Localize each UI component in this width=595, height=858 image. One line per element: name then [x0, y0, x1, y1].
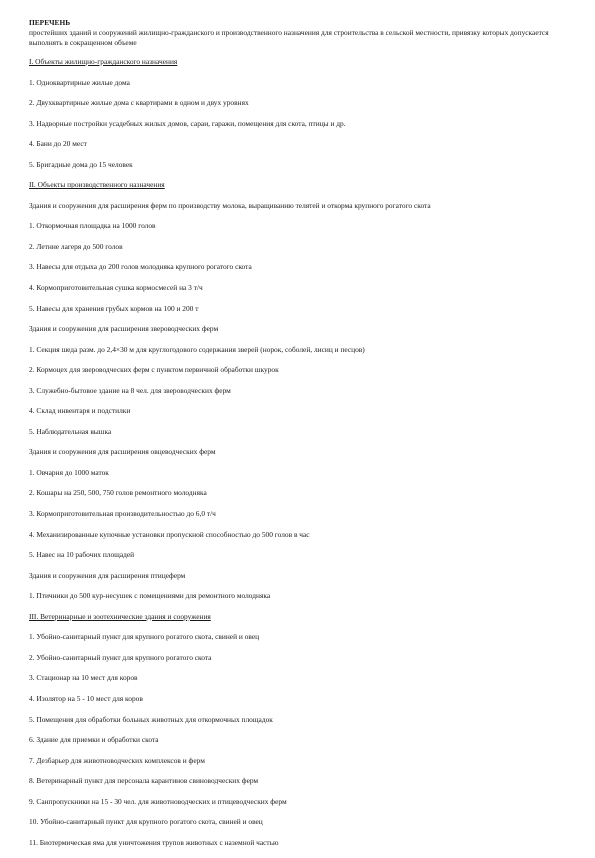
section-heading: I. Объекты жилищно-гражданского назначения: [29, 57, 178, 66]
list-item: Здания и сооружения для расширения ферм по производству молока, выращиванию телятей и откорма крупного рогатого скота: [29, 200, 431, 210]
list-item: 4. Кормоприготовительная сушка кормосмесей на 3 т/ч: [29, 283, 203, 293]
list-item: 2. Кошары на 250, 500, 750 голов ремонтного молодняка: [29, 488, 207, 498]
document-body: [29, 57, 569, 848]
section-heading: III. Ветеринарные и зоотехнические здания и сооружения: [29, 611, 211, 621]
list-item: Здания и сооружения для расширения овцеводческих ферм: [29, 447, 216, 457]
list-item: 1. Откормочная площадка на 1000 голов: [29, 221, 156, 231]
list-item: 8. Ветеринарный пункт для персонала карантинов свиноводческих ферм: [29, 776, 259, 786]
list-item: 5. Навесы для хранения грубых кормов на 100 и 200 т: [29, 303, 199, 313]
list-item: 2. Летние лагеря до 500 голов: [29, 241, 123, 251]
list-item: 5. Наблюдательная вышка: [29, 426, 112, 436]
list-item: 1. Овчарня до 1000 маток: [29, 467, 109, 477]
list-item: 1. Птичники до 500 кур-несушек с помещениями для ремонтного молодняка: [29, 591, 271, 601]
list-item: 5. Помещения для обработки больных животных для откормочных площадок: [29, 714, 273, 724]
list-item: 5. Навес на 10 рабочих площадей: [29, 550, 135, 560]
section-heading: II. Объекты производственного назначения: [29, 180, 165, 190]
document-subtitle: простейших зданий и сооружений жилищно-гражданского и производственного назначения для строительства в сельской местности, привязку которых допускается выполнять в сокращенном объеме: [29, 28, 549, 47]
list-item: 4. Механизированные купочные установки пропускной способностью до 500 голов в час: [29, 529, 310, 539]
list-item: 3. Стационар на 10 мест для коров: [29, 673, 138, 683]
list-item: 2. Кормоцех для звероводческих ферм с пунктом первичной обработки шкурок: [29, 365, 279, 375]
list-item: 7. Дезбарьер для животноводческих комплексов и ферм: [29, 755, 205, 765]
list-item: 2. Убойно-санитарный пункт для крупного рогатого скота: [29, 652, 212, 662]
list-item: 1. Секция шеда разм. до 2,4×30 м для круглогодового содержания зверей (норок, соболей, лисиц и песцов): [29, 344, 365, 354]
list-item: 3. Надворные постройки усадебных жилых домов, сараи, гаражи, помещения для скота, птицы и др.: [29, 118, 346, 128]
list-item: 6. Здание для приемки и обработки скота: [29, 735, 159, 745]
list-item: 5. Бригадные дома до 15 человек: [29, 159, 133, 169]
list-item: 3. Навесы для отдыха до 200 голов молодняка крупного рогатого скота: [29, 262, 252, 272]
list-item: 4. Склад инвентаря и подстилки: [29, 406, 131, 416]
list-item: 10. Убойно-санитарный пункт для крупного рогатого скота, свиней и овец: [29, 817, 263, 827]
list-item: 1. Убойно-санитарный пункт для крупного рогатого скота, свиней и овец: [29, 632, 260, 642]
list-item: 3. Кормоприготовительная производительностью до 6,0 т/ч: [29, 509, 216, 519]
document-page: [29, 18, 569, 858]
list-item: 3. Служебно-бытовое здание на 8 чел. для звероводческих ферм: [29, 385, 231, 395]
list-item: Здания и сооружения для расширения птицеферм: [29, 570, 186, 580]
list-item: 2. Двухквартирные жилые дома с квартирами в одном и двух уровнях: [29, 98, 249, 108]
list-item: 4. Изолятор на 5 - 10 мест для коров: [29, 693, 143, 703]
list-item: 9. Санпропускники на 15 - 30 чел. для животноводческих и птицеводческих ферм: [29, 796, 287, 806]
document-title: ПЕРЕЧЕНЬ: [29, 18, 71, 27]
list-item: 1. Одноквартирные жилые дома: [29, 77, 130, 87]
list-item: Здания и сооружения для расширения звероводческих ферм: [29, 324, 219, 334]
list-item: 4. Бани до 20 мест: [29, 139, 87, 149]
list-item: 11. Биотермическая яма для уничтожения трупов животных с наземной частью: [29, 837, 279, 847]
